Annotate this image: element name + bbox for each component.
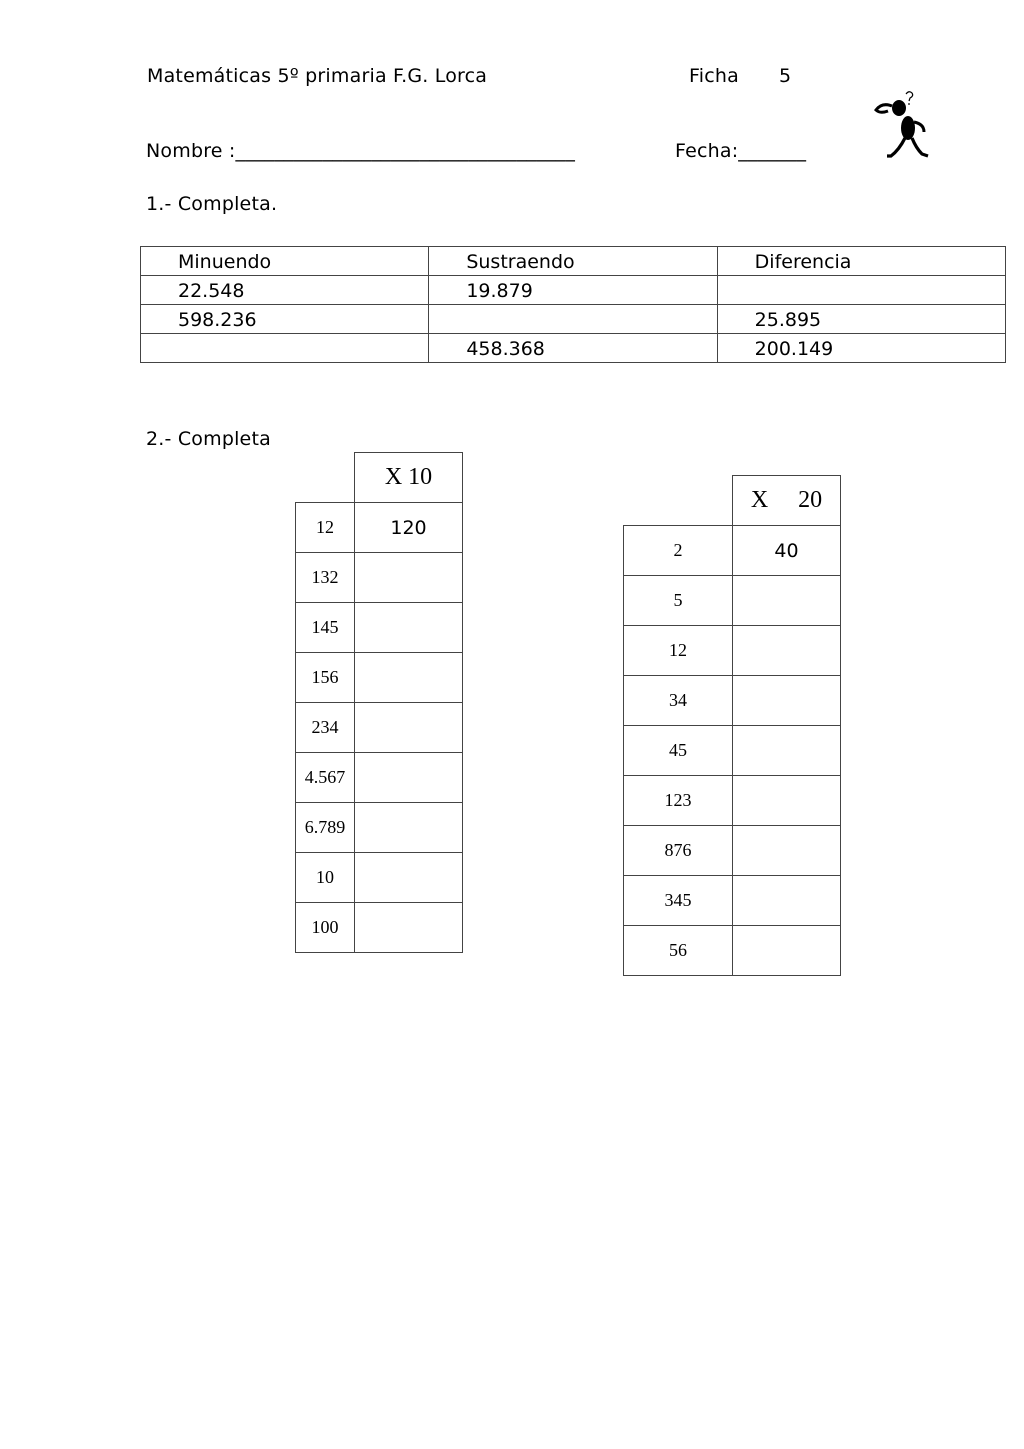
table-row	[624, 676, 841, 726]
table-row	[141, 305, 1006, 334]
exercise1-title: 1.- Completa.	[146, 193, 278, 215]
multiply-by-10-table	[295, 452, 463, 953]
empty-corner	[296, 453, 355, 503]
table-header-row	[624, 476, 841, 526]
multiply-by-20-table	[623, 475, 841, 976]
table-cell: 22.548	[141, 276, 429, 305]
table-row	[624, 526, 841, 576]
table-row	[141, 276, 1006, 305]
product-cell[interactable]: 40	[733, 526, 841, 576]
exercise2-title: 2.- Completa	[146, 428, 271, 450]
table-row	[296, 853, 463, 903]
table-cell: 598.236	[141, 305, 429, 334]
table-row	[296, 903, 463, 953]
fecha-field[interactable]: Fecha:_______	[675, 140, 807, 162]
product-cell[interactable]: 120	[355, 503, 463, 553]
table-row	[296, 603, 463, 653]
table-row	[624, 776, 841, 826]
answer-cell[interactable]	[429, 305, 717, 334]
table-row	[624, 876, 841, 926]
product-cell[interactable]	[355, 603, 463, 653]
factor-cell: 12	[624, 626, 733, 676]
product-cell[interactable]	[733, 726, 841, 776]
table-row	[296, 553, 463, 603]
factor-cell: 12	[296, 503, 355, 553]
factor-cell: 234	[296, 703, 355, 753]
product-cell[interactable]	[355, 803, 463, 853]
product-cell[interactable]	[355, 853, 463, 903]
answer-cell[interactable]	[717, 276, 1005, 305]
factor-cell: 345	[624, 876, 733, 926]
table-cell: 19.879	[429, 276, 717, 305]
nombre-field[interactable]: Nombre :___________________________________	[146, 140, 576, 162]
factor-cell: 5	[624, 576, 733, 626]
product-cell[interactable]	[733, 626, 841, 676]
column-header-minuendo: Minuendo	[141, 247, 429, 276]
table-row	[296, 803, 463, 853]
product-cell[interactable]	[733, 926, 841, 976]
product-cell[interactable]	[355, 753, 463, 803]
factor-cell: 876	[624, 826, 733, 876]
table-row	[624, 926, 841, 976]
empty-corner	[624, 476, 733, 526]
table-row	[296, 753, 463, 803]
subtraction-table	[140, 246, 1006, 363]
product-cell[interactable]	[355, 553, 463, 603]
factor-cell: 34	[624, 676, 733, 726]
product-cell[interactable]	[355, 703, 463, 753]
table-row	[296, 703, 463, 753]
answer-cell[interactable]	[141, 334, 429, 363]
factor-cell: 10	[296, 853, 355, 903]
table-row	[296, 503, 463, 553]
factor-cell: 100	[296, 903, 355, 953]
worksheet-subject: Matemáticas 5º primaria F.G. Lorca	[147, 65, 488, 87]
multiplier-header: X 10	[355, 453, 463, 503]
table-row	[624, 726, 841, 776]
product-cell[interactable]	[733, 776, 841, 826]
ficha-number: 5	[779, 65, 792, 87]
factor-cell: 56	[624, 926, 733, 976]
factor-cell: 132	[296, 553, 355, 603]
product-cell[interactable]	[355, 653, 463, 703]
table-cell: 25.895	[717, 305, 1005, 334]
factor-cell: 2	[624, 526, 733, 576]
table-row	[624, 626, 841, 676]
multiplier-header: X 20	[733, 476, 841, 526]
factor-cell: 145	[296, 603, 355, 653]
product-cell[interactable]	[733, 676, 841, 726]
product-cell[interactable]	[733, 576, 841, 626]
table-cell: 458.368	[429, 334, 717, 363]
product-cell[interactable]	[733, 826, 841, 876]
column-header-sustraendo: Sustraendo	[429, 247, 717, 276]
ficha-label: Ficha	[689, 65, 739, 87]
table-header-row	[141, 247, 1006, 276]
table-row	[141, 334, 1006, 363]
table-header-row	[296, 453, 463, 503]
factor-cell: 123	[624, 776, 733, 826]
column-header-diferencia: Diferencia	[717, 247, 1005, 276]
thinking-figure-icon	[862, 86, 942, 166]
table-row	[296, 653, 463, 703]
factor-cell: 45	[624, 726, 733, 776]
table-row	[624, 826, 841, 876]
factor-cell: 156	[296, 653, 355, 703]
factor-cell: 6.789	[296, 803, 355, 853]
factor-cell: 4.567	[296, 753, 355, 803]
product-cell[interactable]	[355, 903, 463, 953]
product-cell[interactable]	[733, 876, 841, 926]
table-cell: 200.149	[717, 334, 1005, 363]
table-row	[624, 576, 841, 626]
